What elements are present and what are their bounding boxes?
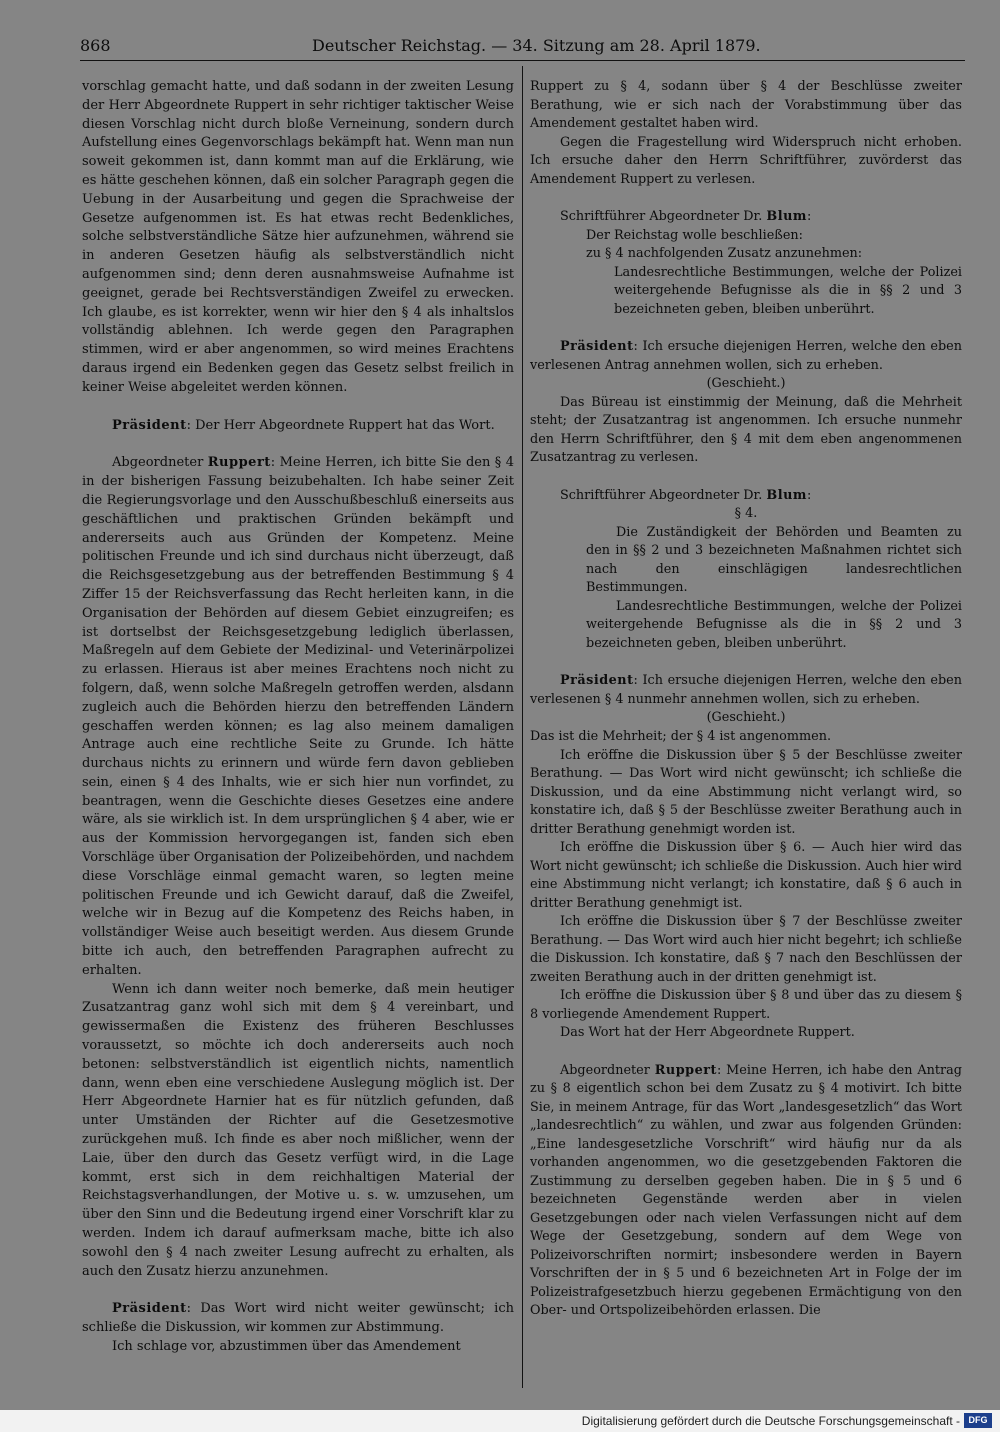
running-head-title: Deutscher Reichstag. — 34. Sitzung am 28. April 1879. — [312, 36, 761, 55]
paragraph: Ich eröffne die Diskussion über § 5 der Beschlüsse zweiter Berathung. — Das Wort wird nicht gewünscht; ich schließe die Diskussion, und da eine Abstimmung nicht verlangt wird, so konstatire ich, daß § 5 der Beschlüsse zweiter Berathung auch in dritter Berathung genehmigt worden ist. — [530, 747, 962, 837]
paragraph: Ich schlage vor, abzustimmen über das Amendement — [112, 1339, 461, 1354]
speaker-name: Präsident — [560, 673, 634, 689]
quoted-provision: Die Zuständigkeit der Behörden und Beamten zu den in §§ 2 und 3 bezeichneten Maßnahmen richtet sich nach den einschlägigen landesrechtlichen Bestimmungen. — [586, 524, 962, 596]
digitization-footer — [0, 1410, 1000, 1432]
speech-text: : Ich ersuche diejenigen Herren, welche den eben verlesenen § 4 nunmehr annehmen wollen, sich zu erheben. — [530, 673, 962, 707]
speaker-role: Schriftführer Abgeordneter Dr. — [560, 487, 767, 503]
paragraph: Der Reichstag wolle beschließen: — [586, 227, 803, 243]
right-column — [530, 78, 962, 1321]
page-number: 868 — [80, 36, 111, 55]
left-column — [82, 78, 514, 1357]
paragraph: Das ist die Mehrheit; der § 4 ist angenommen. — [530, 728, 832, 744]
paragraph — [82, 454, 514, 980]
paragraph: Ruppert zu § 4, sodann über § 4 der Beschlüsse zweiter Berathung, wie er sich nach der Vorabstimmung über das Amendement gestaltet haben wird. — [530, 79, 962, 132]
speech-text: : Ich ersuche diejenigen Herren, welche den eben verlesenen Antrag annehmen wollen, sich zu erheben. — [530, 339, 962, 373]
section-heading: § 4. — [734, 506, 758, 522]
speaker-name: Ruppert — [207, 455, 271, 471]
paragraph: Wenn ich dann weiter noch bemerke, daß mein heutiger Zusatzantrag ganz wohl sich mit dem § 4 vereinbart, und gewissermaßen die Existenz des früheren Beschlusses voraussetzt, so möchte ich doch andererseits auch noch betonen: selbstverständlich ist eigentlich nichts, namentlich dann, wenn eben eine verschiedene Auslegung möglich ist. Der Herr Abgeordnete Harnier hat es für nützlich gefunden, daß unter Umständen der Richter auf die Gesetzesmotive zurückgehen muß. Ich finde es aber noch mißlicher, wenn der Laie, über den durch das Gesetz verfügt wird, in die Lage kommt, erst sich in dem reichhaltigen Material der Reichstagsverhandlungen, der Motive u. s. w. umzusehen, um über den Sinn und die Bedeutung irgend einer Vorschrift klar zu werden. Indem ich darauf aufmerksam mache, bitte ich also sowohl den § 4 nach zweiter Lesung aufrecht zu erhalten, als auch den Zusatz hierzu anzunehmen. — [82, 981, 514, 1279]
speaker-name: Präsident — [560, 339, 634, 355]
paragraph: Das Büreau ist einstimmig der Meinung, daß die Mehrheit steht; der Zusatzantrag ist angenommen. Ich ersuche nunmehr den Herrn Schriftführer, den § 4 mit dem eben angenommenen Zusatzantrag zu verlesen. — [530, 394, 962, 466]
speaker-role: Abgeordneter — [112, 455, 208, 471]
speech-text: : Meine Herren, ich habe den Antrag zu § 8 eigentlich schon bei dem Zusatz zu § 4 motivirt. Ich bitte Sie, in meinem Antrage, für das Wort „landesgesetzlich“ das Wort „landesrechtlich“ zu wählen, und zwar aus folgenden Gründen: „Eine landesgesetzliche Vorschrift“ wird häufig nur da als vorhanden angenommen, wo die gesetzgebenden Faktoren die Zustimmung zu derselben gegeben haben. Die in § 5 und 6 bezeichneten Gegenstände werden aber in vielen Gesetzgebungen oder nach vielen Verfassungen nicht auf dem Wege der Gesetzgebung, sondern auf dem Wege von Polizeivorschriften normirt; insbesondere werden in Bayern Vorschriften der in § 5 und 6 bezeichneten Art in Folge der im Polizeistrafgesetzbuch hierzu gegebenen Ermächtigung von den Ober- und Ortspolizeibehörden erlassen. Die — [530, 1062, 962, 1319]
speaker-name: Blum — [766, 209, 807, 225]
header-rule — [80, 60, 965, 61]
paragraph: Ich eröffne die Diskussion über § 6. — Auch hier wird das Wort nicht gewünscht; ich schließe die Diskussion. Auch hier wird eine Abstimmung nicht verlangt; ich konstatire, daß § 6 auch in dritter Berathung genehmigt ist. — [530, 840, 962, 911]
column-divider — [522, 66, 523, 1388]
paragraph — [530, 1062, 962, 1321]
paragraph: vorschlag gemacht hatte, und daß sodann in der zweiten Lesung der Herr Abgeordnete Ruppert in sehr richtiger taktischer Weise diesen Vorschlag nicht durch bloße Verneinung, sondern durch Aufstellung eines Gegenvorschlags bekämpft hat. Wenn man nun soweit gekommen ist, dann kommt man auf die Erklärung, wie es hätte geschehen können, daß ein solcher Paragraph gegen die Uebung in der Ausarbeitung und gegen die Sprachweise der Gesetze aufgenommen ist. Es hat etwas recht Bedenkliches, solche selbstverständliche Sätze hier aufzunehmen, während sie in anderen Gesetzen häufig als selbstverständlich nicht aufgenommen sind; denn deren ausnahmsweise Aufnahme ist geeignet, gerade bei Rechtsverständigen Zweifel zu erwecken. Ich glaube, es ist korrekter, wenn wir hier den § 4 als inhaltslos vollständig ablehnen. Ich werde gegen den Paragraphen stimmen, wird er aber angenommen, so wird meines Erachtens daraus irgend ein Bedenken gegen das Gesetz selbst freilich in keiner Weise abgeleitet werden können. — [82, 79, 514, 395]
paragraph — [530, 672, 962, 709]
stage-direction: (Geschieht.) — [706, 710, 786, 726]
paragraph — [530, 487, 962, 506]
quoted-provision: Landesrechtliche Bestimmungen, welche der Polizei weitergehende Befugnisse als die in §§ 2 und 3 bezeichneten geben, bleiben unberührt. — [586, 598, 962, 651]
paragraph: Ich eröffne die Diskussion über § 8 und über das zu diesem § 8 vorliegende Amendement Ruppert. — [530, 988, 962, 1022]
speech-text: : Meine Herren, ich bitte Sie den § 4 in der bisherigen Fassung beizubehalten. Ich habe seiner Zeit die Regierungsvorlage und den Ausschußbeschluß einerseits aus geschäftlichen und praktischen Gründen bekämpft und andererseits auch aus Gründen der Kompetenz. Meine politischen Freunde und ich sind durchaus nicht überzeugt, daß die Reichsgesetzgebung aus der betreffenden Bestimmung § 4 Ziffer 15 der Reichsverfassung das Recht herleiten kann, in die Organisation der Behörden auf diesem Gebiet einzugreifen; es ist dortselbst der Reichsgesetzgebung lediglich überlassen, Maßregeln auf dem Gebiete der Medizinal- und Veterinärpolizei zu erlassen. Hieraus ist aber meines Erachtens noch nicht zu folgern, daß, wenn solche Maßregeln getroffen werden, alsdann zugleich auch die Behörden hierzu den betreffenden Ländern geschaffen werden können; es lag also meinem damaligen Antrage auch eine rechtliche Seite zu Grunde. Ich hätte durchaus nichts zu erinnern und würde fern davon geblieben sein, einen § 4 des Inhalts, wie er sich hier nun vorfindet, zu beantragen, wenn die Geschichte dieses Gesetzes eine andere wäre, als sie wirklich ist. In dem ursprünglichen § 4 aber, wie er aus der Kommission hervorgegangen ist, fanden sich eben Vorschläge über Organisation der Polizeibehörden, und nachdem diese Vorschläge einmal gemacht waren, so legten meine politischen Freunde und ich Gewicht darauf, daß die Zweifel, welche wir in Bezug auf die Kompetenz des Reichs haben, in vollständiger Weise auch beseitigt werden. Aus diesem Grunde bitte ich auch, den betreffenden Paragraphen aufrecht zu erhalten. — [82, 455, 514, 978]
speaker-role: Abgeordneter — [560, 1062, 655, 1078]
speaker-name: Präsident — [112, 417, 187, 433]
dfg-logo: DFG — [964, 1413, 992, 1428]
quoted-provision: Landesrechtliche Bestimmungen, welche der Polizei weitergehende Befugnisse als die in §§ 2 und 3 bezeichneten geben, bleiben unberührt. — [614, 264, 962, 317]
stage-direction: (Geschieht.) — [706, 376, 786, 392]
paragraph — [530, 208, 962, 227]
paragraph: Ich eröffne die Diskussion über § 7 der Beschlüsse zweiter Berathung. — Das Wort wird auch hier nicht begehrt; ich schließe die Diskussion. Ich konstatire, daß § 7 nach den Beschlüssen der zweiten Berathung auch in der dritten genehmigt ist. — [530, 914, 962, 985]
paragraph — [82, 1300, 514, 1338]
speech-text: : Das Wort wird nicht weiter gewünscht; ich schließe die Diskussion, wir kommen zur Abstimmung. — [82, 1301, 514, 1336]
paragraph: Gegen die Fragestellung wird Widerspruch nicht erhoben. Ich ersuche daher den Herrn Schriftführer, zuvörderst das Amendement Ruppert zu verlesen. — [530, 134, 962, 187]
punctuation: : — [806, 209, 812, 225]
speaker-name: Blum — [766, 487, 807, 503]
speaker-name: Präsident — [112, 1301, 187, 1317]
paragraph: zu § 4 nachfolgenden Zusatz anzunehmen: — [586, 246, 863, 262]
paragraph — [82, 417, 514, 436]
speech-text: : Der Herr Abgeordnete Ruppert hat das Wort. — [186, 417, 495, 433]
speaker-name: Ruppert — [654, 1062, 717, 1078]
speaker-role: Schriftführer Abgeordneter Dr. — [560, 209, 767, 225]
paragraph: Das Wort hat der Herr Abgeordnete Ruppert. — [560, 1025, 855, 1041]
punctuation: : — [806, 487, 812, 503]
footer-credit: Digitalisierung gefördert durch die Deutsche Forschungsgemeinschaft - — [581, 1414, 960, 1428]
paragraph — [530, 338, 962, 375]
